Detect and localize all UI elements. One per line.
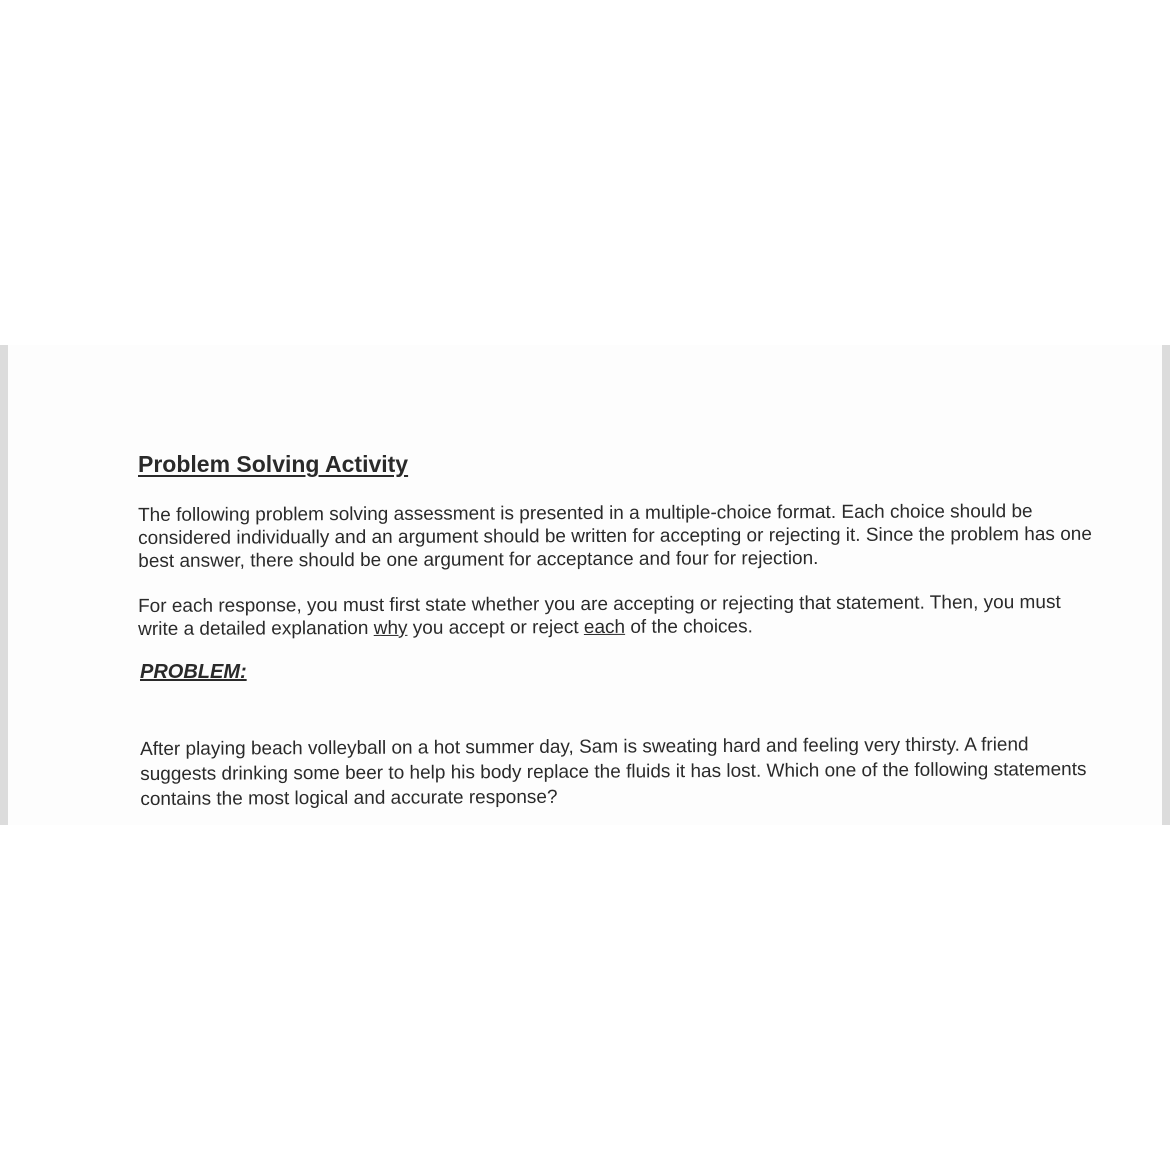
document-title: Problem Solving Activity — [138, 451, 409, 477]
emphasis-why: why — [373, 617, 408, 639]
intro-paragraph: The following problem solving assessment is presented in a multiple-choice format. Each choice should be considered individually and an argument should be written for accepting or rejecting it. Since the problem has one best answer, there should be one argument for acceptance and four for rejection. — [138, 501, 1092, 572]
problem-text: After playing beach volleyball on a hot summer day, Sam is sweating hard and feeling very thirsty. A friend suggests drinking some beer to help his body replace the fluids it has lost. Which one of the following statements contains the most logical and accurate response? — [140, 734, 1087, 810]
instruction-text-3: of the choices. — [625, 616, 753, 638]
problem-heading: PROBLEM: — [140, 661, 247, 683]
emphasis-each: each — [583, 616, 626, 639]
instruction-text-1: For each response, you must first state whether you are accepting or rejecting that statement. Then, you must write a detailed explanation — [138, 591, 1061, 640]
document-content — [138, 450, 1098, 812]
instruction-text-2: you accept or reject — [407, 617, 584, 639]
instruction-paragraph — [138, 591, 1098, 641]
